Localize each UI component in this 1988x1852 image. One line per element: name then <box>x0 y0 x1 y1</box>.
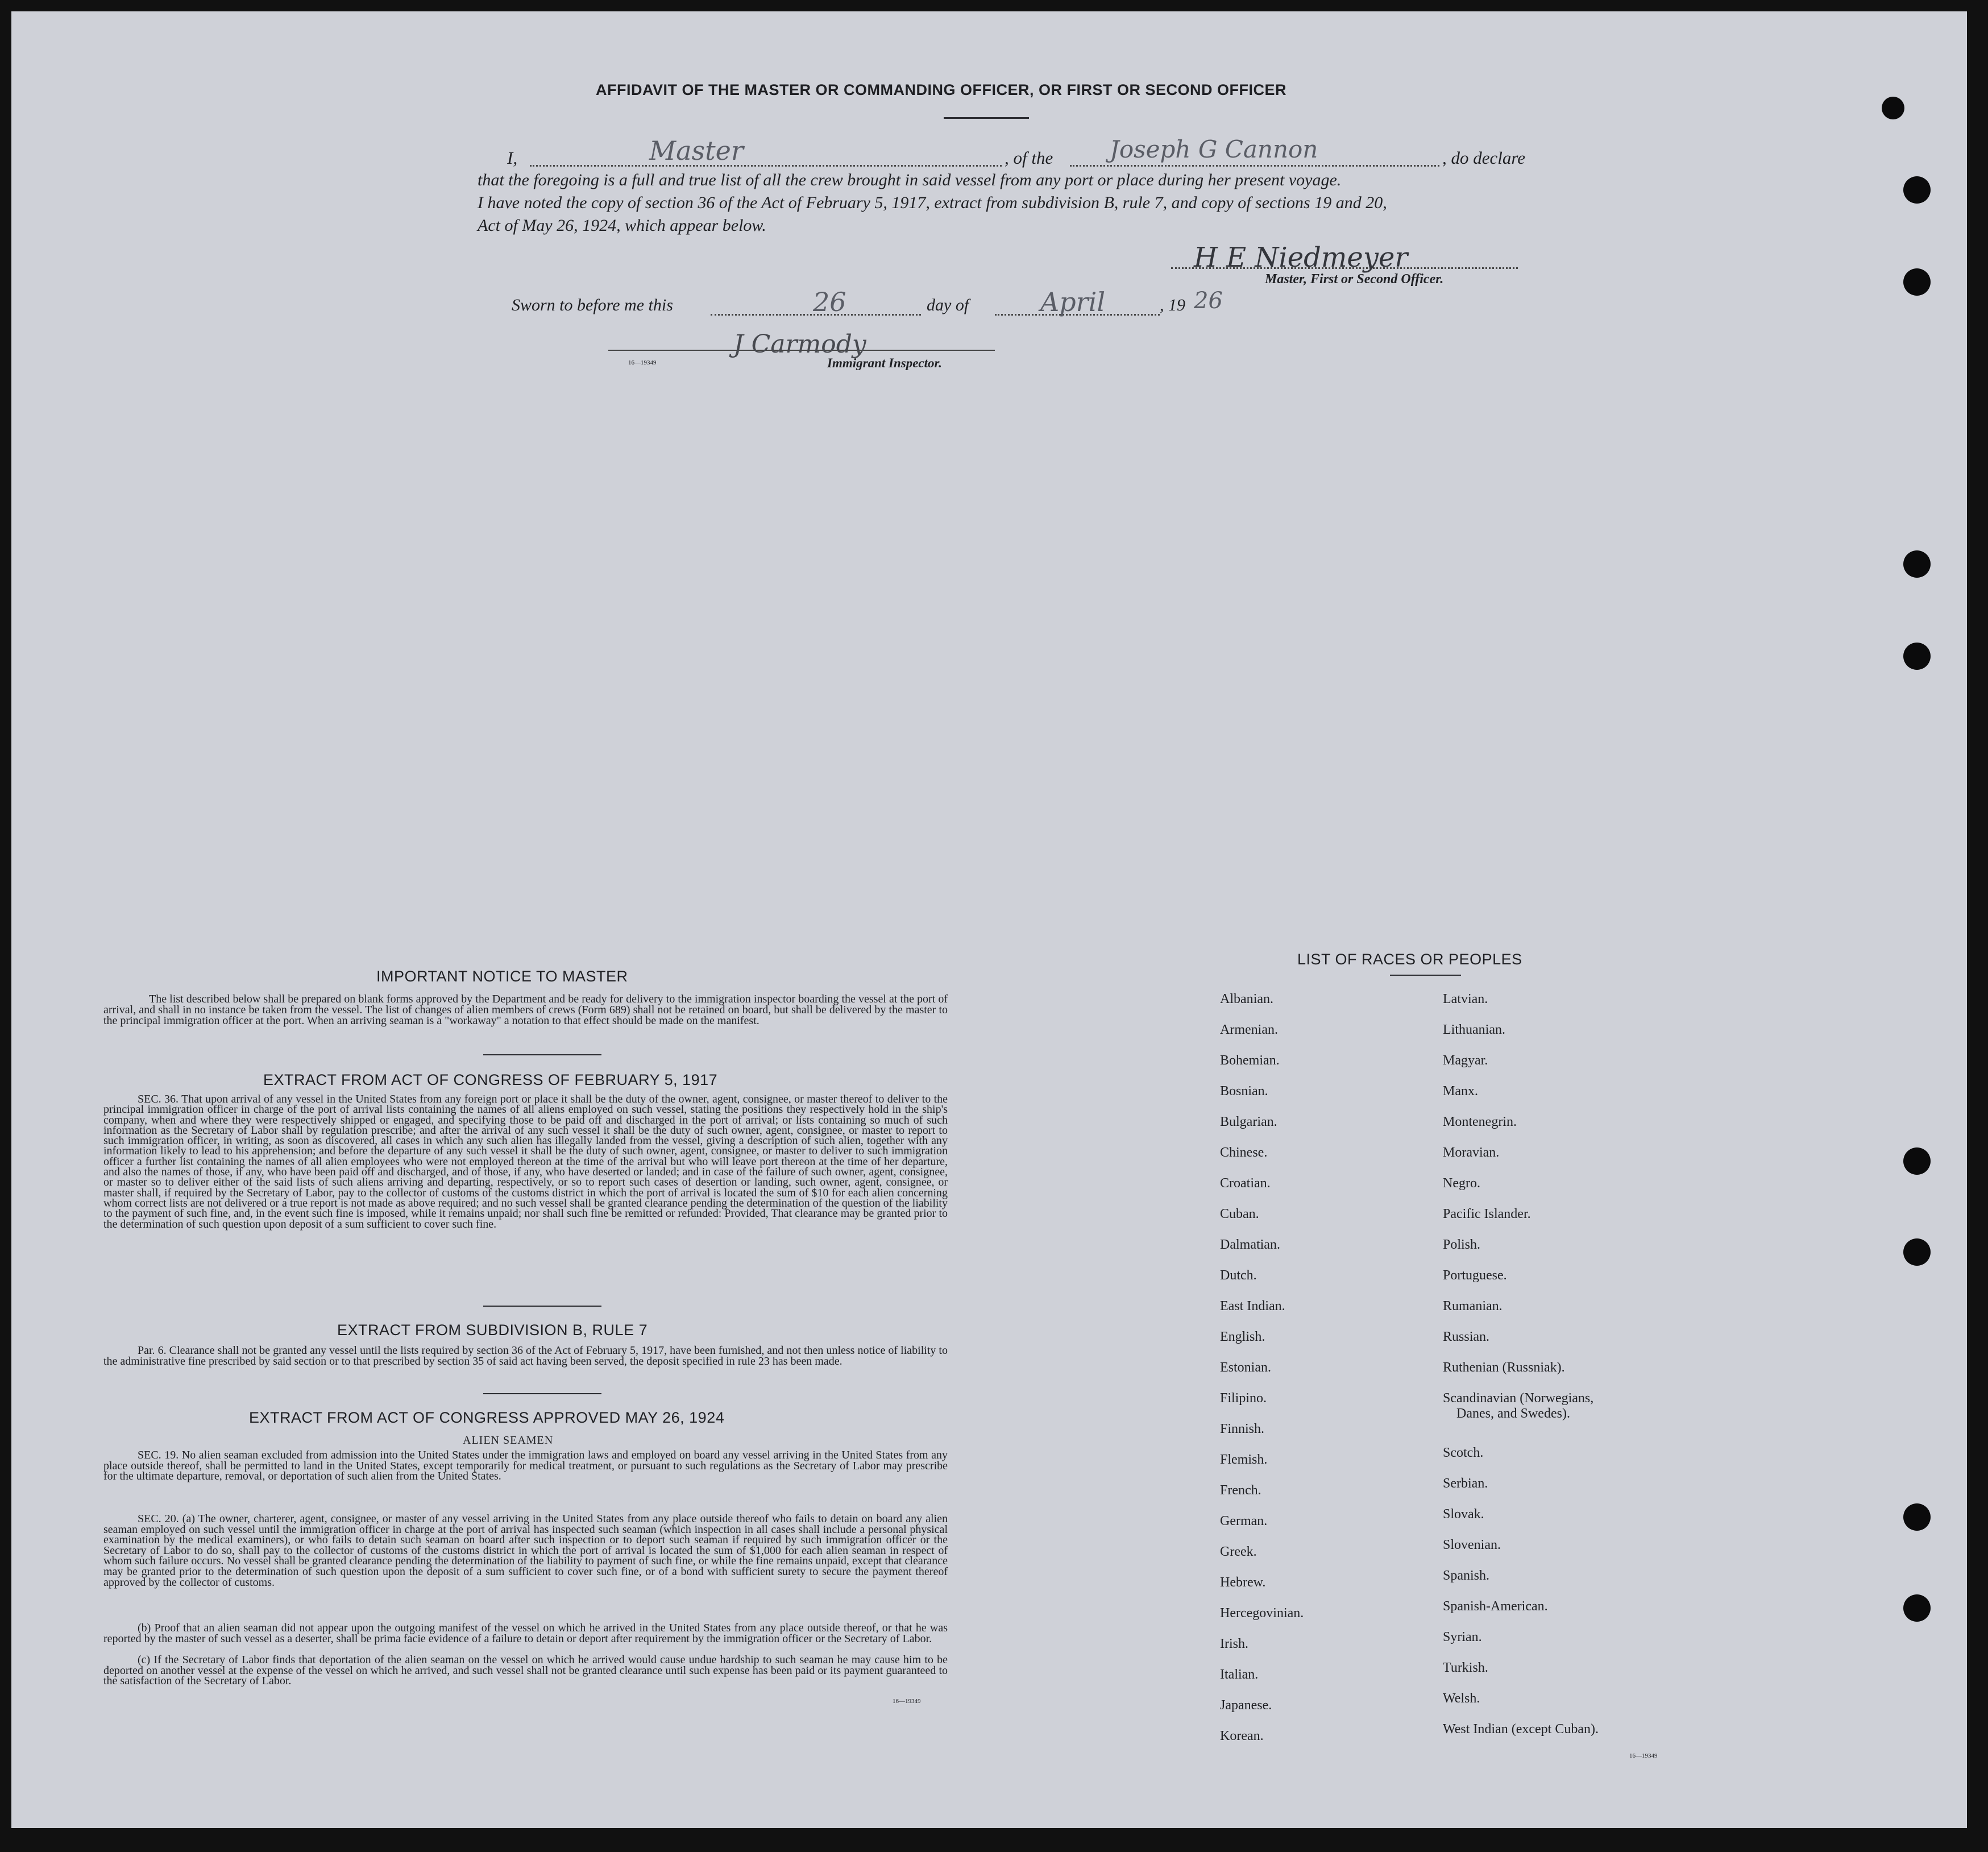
race-item: Scandinavian (Norwegians, <box>1443 1391 1594 1406</box>
race-item: West Indian (except Cuban). <box>1443 1722 1599 1737</box>
race-item: Scotch. <box>1443 1445 1484 1460</box>
name-fill-line <box>530 165 1002 167</box>
notice-title: IMPORTANT NOTICE TO MASTER <box>376 968 628 985</box>
race-item: English. <box>1220 1329 1265 1344</box>
races-column-2 <box>1443 992 1599 1752</box>
race-item: Cuban. <box>1220 1207 1259 1221</box>
sworn-line <box>512 287 1308 324</box>
sec19-text: SEC. 19. No alien seaman excluded from admission into the United States under the immigration laws and employed on board any vessel arriving in the United States from any place outside thereof, shall be permitted to land in the United States, except temporarily for medical treatment, or pursuant to such regulations as the Secretary of Labor may prescribe for the ultimate departure, removal, or deportation of such alien from the United States. <box>103 1449 948 1483</box>
day-of-label: day of <box>927 296 969 314</box>
race-item: Croatian. <box>1220 1176 1271 1191</box>
binder-hole <box>1903 1147 1931 1175</box>
title-rule <box>944 117 1029 119</box>
affidavit-line4: Act of May 26, 1924, which appear below. <box>478 216 766 235</box>
race-item-scandinavian <box>1443 1391 1599 1445</box>
race-item: Dutch. <box>1220 1268 1257 1283</box>
sec20c-text: (c) If the Secretary of Labor finds that deportation of the alien seaman on the vessel on which he arrived would cause undue hardship to such seaman he may cause him to be deported on another vessel at the expense of the vessel on which he arrived, and such vessel shall not be granted clearance until such expense has been paid or its payment guaranteed to the satisfaction of the Secretary of Labor. <box>103 1654 948 1688</box>
prefix-label: I, <box>507 148 518 168</box>
race-item: Magyar. <box>1443 1053 1488 1068</box>
sec20a-text: SEC. 20. (a) The owner, charterer, agent, consignee, or master of any vessel arriving in the United States from any place outside thereof who fails to detain on board any alien seaman employed on such vessel until the immigration officer in charge at the port of arrival has inspected such seaman (which inspection in all cases shall include a personal physical examination by the medical examiners), or who fails to detain such seaman on board after such inspection or to deport such seaman if required by such immigration officer or the Secretary of Labor to do so, shall pay to the collector of customs of the customs district in which the port of arrival is located the sum of $1,000 for each alien seaman in respect of whom such failure occurs. No vessel shall be granted clearance pending the determination of the liability to payment of such fine, or while the fine remains unpaid, except that clearance may be granted prior to the determination of such question upon the deposit of a sum sufficient to cover such fine, or of a bond with sufficient surety to secure the payment thereof approved by the collector of customs. <box>103 1513 948 1589</box>
section-rule <box>483 1054 601 1055</box>
race-item: Portuguese. <box>1443 1268 1507 1283</box>
race-item-continued: Danes, and Swedes). <box>1456 1406 1570 1421</box>
race-item: Polish. <box>1443 1237 1481 1252</box>
handwritten-title: Master <box>649 135 744 166</box>
races-title: LIST OF RACES OR PEOPLES <box>1297 951 1522 968</box>
binder-hole <box>1903 1594 1931 1622</box>
alien-seamen-subtitle: ALIEN SEAMEN <box>463 1434 554 1447</box>
race-item: Italian. <box>1220 1667 1259 1682</box>
handwritten-vessel-name: Joseph G Cannon <box>1110 135 1318 163</box>
sec20b-text: (b) Proof that an alien seaman did not appear upon the outgoing manifest of the vessel on which he arrived in the United States from any place outside thereof, or that he was reported by the master of such vessel as a deserter, shall be prima facie evidence of a failure to detain or deport after requirement by the immigration officer or the Secretary of Labor. <box>103 1622 948 1645</box>
handwritten-year: 26 <box>1194 288 1223 314</box>
signature-caption: Master, First or Second Officer. <box>1265 272 1444 287</box>
handwritten-day: 26 <box>813 287 846 317</box>
race-item: Chinese. <box>1220 1145 1268 1160</box>
race-item: Turkish. <box>1443 1660 1488 1675</box>
section-rule <box>483 1393 601 1394</box>
race-item: Greek. <box>1220 1544 1257 1559</box>
affidavit-line1 <box>507 135 1547 171</box>
affidavit-form-number: 16—19349 <box>628 359 657 366</box>
race-item: Irish. <box>1220 1636 1248 1651</box>
master-signature: H E Niedmeyer <box>1194 242 1408 274</box>
race-item: French. <box>1220 1483 1261 1498</box>
binder-hole <box>1903 550 1931 578</box>
race-item: Moravian. <box>1443 1145 1500 1160</box>
race-item: Hebrew. <box>1220 1575 1266 1590</box>
race-item: Lithuanian. <box>1443 1022 1505 1037</box>
affidavit-line3: I have noted the copy of section 36 of the Act of February 5, 1917, extract from subdivision B, rule 7, and copy of sections 19 and 20, <box>478 193 1387 212</box>
binder-hole <box>1903 176 1931 204</box>
extract-1924-title: EXTRACT FROM ACT OF CONGRESS APPROVED MAY 26, 1924 <box>249 1409 725 1426</box>
race-item: Dalmatian. <box>1220 1237 1280 1252</box>
extract-form-number: 16—19349 <box>893 1698 921 1705</box>
binder-hole <box>1903 643 1931 670</box>
races-column-1 <box>1220 992 1304 1759</box>
race-item: Slovak. <box>1443 1507 1484 1522</box>
race-item: Slovenian. <box>1443 1538 1501 1552</box>
binder-hole <box>1903 1238 1931 1266</box>
vessel-fill-line <box>1070 165 1439 167</box>
race-item: Albanian. <box>1220 992 1273 1006</box>
race-item: Filipino. <box>1220 1391 1267 1406</box>
manifest-page <box>11 11 1967 1828</box>
race-item: Bulgarian. <box>1220 1114 1277 1129</box>
races-form-number: 16—19349 <box>1629 1752 1658 1759</box>
race-item: Hercegovinian. <box>1220 1606 1304 1621</box>
race-item: Welsh. <box>1443 1691 1480 1706</box>
affidavit-line2: that the foregoing is a full and true list of all the crew brought in said vessel from any port or place during her present voyage. <box>478 171 1342 189</box>
races-title-rule <box>1390 975 1461 976</box>
race-item: Japanese. <box>1220 1698 1272 1713</box>
binder-hole <box>1882 97 1904 119</box>
inspector-signature: J Carmody <box>733 330 866 359</box>
race-item: Korean. <box>1220 1729 1264 1743</box>
of-the-label: , of the <box>1005 148 1053 168</box>
notice-text: The list described below shall be prepared on blank forms approved by the Department and be ready for delivery to the immigration inspector boarding the vessel at the port of arrival, and shall in no instance be taken from the vessel. The list of changes of alien members of crews (Form 689) shall not be retained on board, but shall be delivered by the master to the principal immigration officer at the port. When an arriving seaman is a "workaway" a notation to that effect should be made on the manifest. <box>103 993 948 1027</box>
race-item: Finnish. <box>1220 1422 1265 1436</box>
rule7-text: Par. 6. Clearance shall not be granted any vessel until the lists required by section 36 of the Act of February 5, 1917, have been furnished, and not then unless notice of liability to the administrative fine prescribed by said section or to that prescribed by section 35 of said act having been served, the deposit specified in rule 23 has been made. <box>103 1344 948 1368</box>
race-item: Montenegrin. <box>1443 1114 1517 1129</box>
race-item: Negro. <box>1443 1176 1480 1191</box>
race-item: Rumanian. <box>1443 1299 1503 1314</box>
race-item: Bosnian. <box>1220 1084 1268 1099</box>
race-item: Syrian. <box>1443 1630 1482 1644</box>
race-item: Latvian. <box>1443 992 1488 1006</box>
race-item: Bohemian. <box>1220 1053 1280 1068</box>
race-item: Ruthenian (Russniak). <box>1443 1360 1565 1375</box>
extract-1917-title: EXTRACT FROM ACT OF CONGRESS OF FEBRUARY 5, 1917 <box>263 1071 718 1088</box>
sworn-label: Sworn to before me this <box>512 296 673 314</box>
extract-1917-text: SEC. 36. That upon arrival of any vessel in the United States from any foreign port or place it shall be the duty of the owner, agent, consignee, or master thereof to deliver to the principal immigration officer in charge of the port of arrival lists containing the names of all aliens employed on such vessel, stating the positions they respectively hold in the ship's company, when and where they were respectively shipped or engaged, and specifying those to be paid off and discharged in the port of arrival; or lists containing so much of such information as the Secretary of Labor shall by regulation prescribe; and after the arrival of any such vessel it shall be the duty of such owner, agent, consignee, or master to report to such immigration officer, in writing, as soon as discovered, all cases in which any such alien has illegally landed from the vessel, giving a description of such alien, together with any information likely to lead to his apprehension; and before the departure of any such vessel it shall be the duty of such owner, agent, consignee, or master to deliver to such immigration officer a further list containing the names of all alien employees who were not employed thereon at the time of the arrival but who will leave port thereon at the time of her departure, and also the names of those, if any, who have been paid off and discharged, and of those, if any, who have deserted or landed; and in case of the failure of such owner, agent, consignee, or master so to deliver either of the said lists of such aliens arriving and departing, respectively, or so to report such cases of desertion or landing, such owner, agent, consignee, or master shall, if required by the Secretary of Labor, pay to the collector of customs of the customs district in which the port of arrival is located the sum of $10 for each alien concerning whom correct lists are not delivered or a true report is not made as above required; and no such vessel shall be granted clearance pending the determination of the question of the liability to the payment of such fine, and, in the event such fine is imposed, while it remains unpaid; nor shall such fine be remitted or refunded: Provided, That clearance may be granted prior to the determination of such question upon deposit of a sum sufficient to cover such fine. <box>103 1093 948 1230</box>
race-item: Pacific Islander. <box>1443 1207 1531 1221</box>
race-item: Armenian. <box>1220 1022 1278 1037</box>
race-item: Spanish-American. <box>1443 1599 1548 1614</box>
race-item: Flemish. <box>1220 1452 1268 1467</box>
section-rule <box>483 1306 601 1307</box>
inspector-caption: Immigrant Inspector. <box>827 356 942 370</box>
race-item: Russian. <box>1443 1329 1490 1344</box>
declare-label: , do declare <box>1442 148 1526 168</box>
race-item: Estonian. <box>1220 1360 1271 1375</box>
race-item: Manx. <box>1443 1084 1478 1099</box>
binder-hole <box>1903 268 1931 296</box>
rule7-title: EXTRACT FROM SUBDIVISION B, RULE 7 <box>337 1321 648 1339</box>
handwritten-month: April <box>1040 287 1106 317</box>
year-prefix-label: , 19 <box>1160 296 1185 314</box>
race-item: Serbian. <box>1443 1476 1488 1491</box>
binder-hole <box>1903 1503 1931 1531</box>
race-item: Spanish. <box>1443 1568 1490 1583</box>
affidavit-title: AFFIDAVIT OF THE MASTER OR COMMANDING OFFICER, OR FIRST OR SECOND OFFICER <box>596 81 1286 98</box>
race-item: East Indian. <box>1220 1299 1285 1314</box>
race-item: German. <box>1220 1514 1268 1528</box>
